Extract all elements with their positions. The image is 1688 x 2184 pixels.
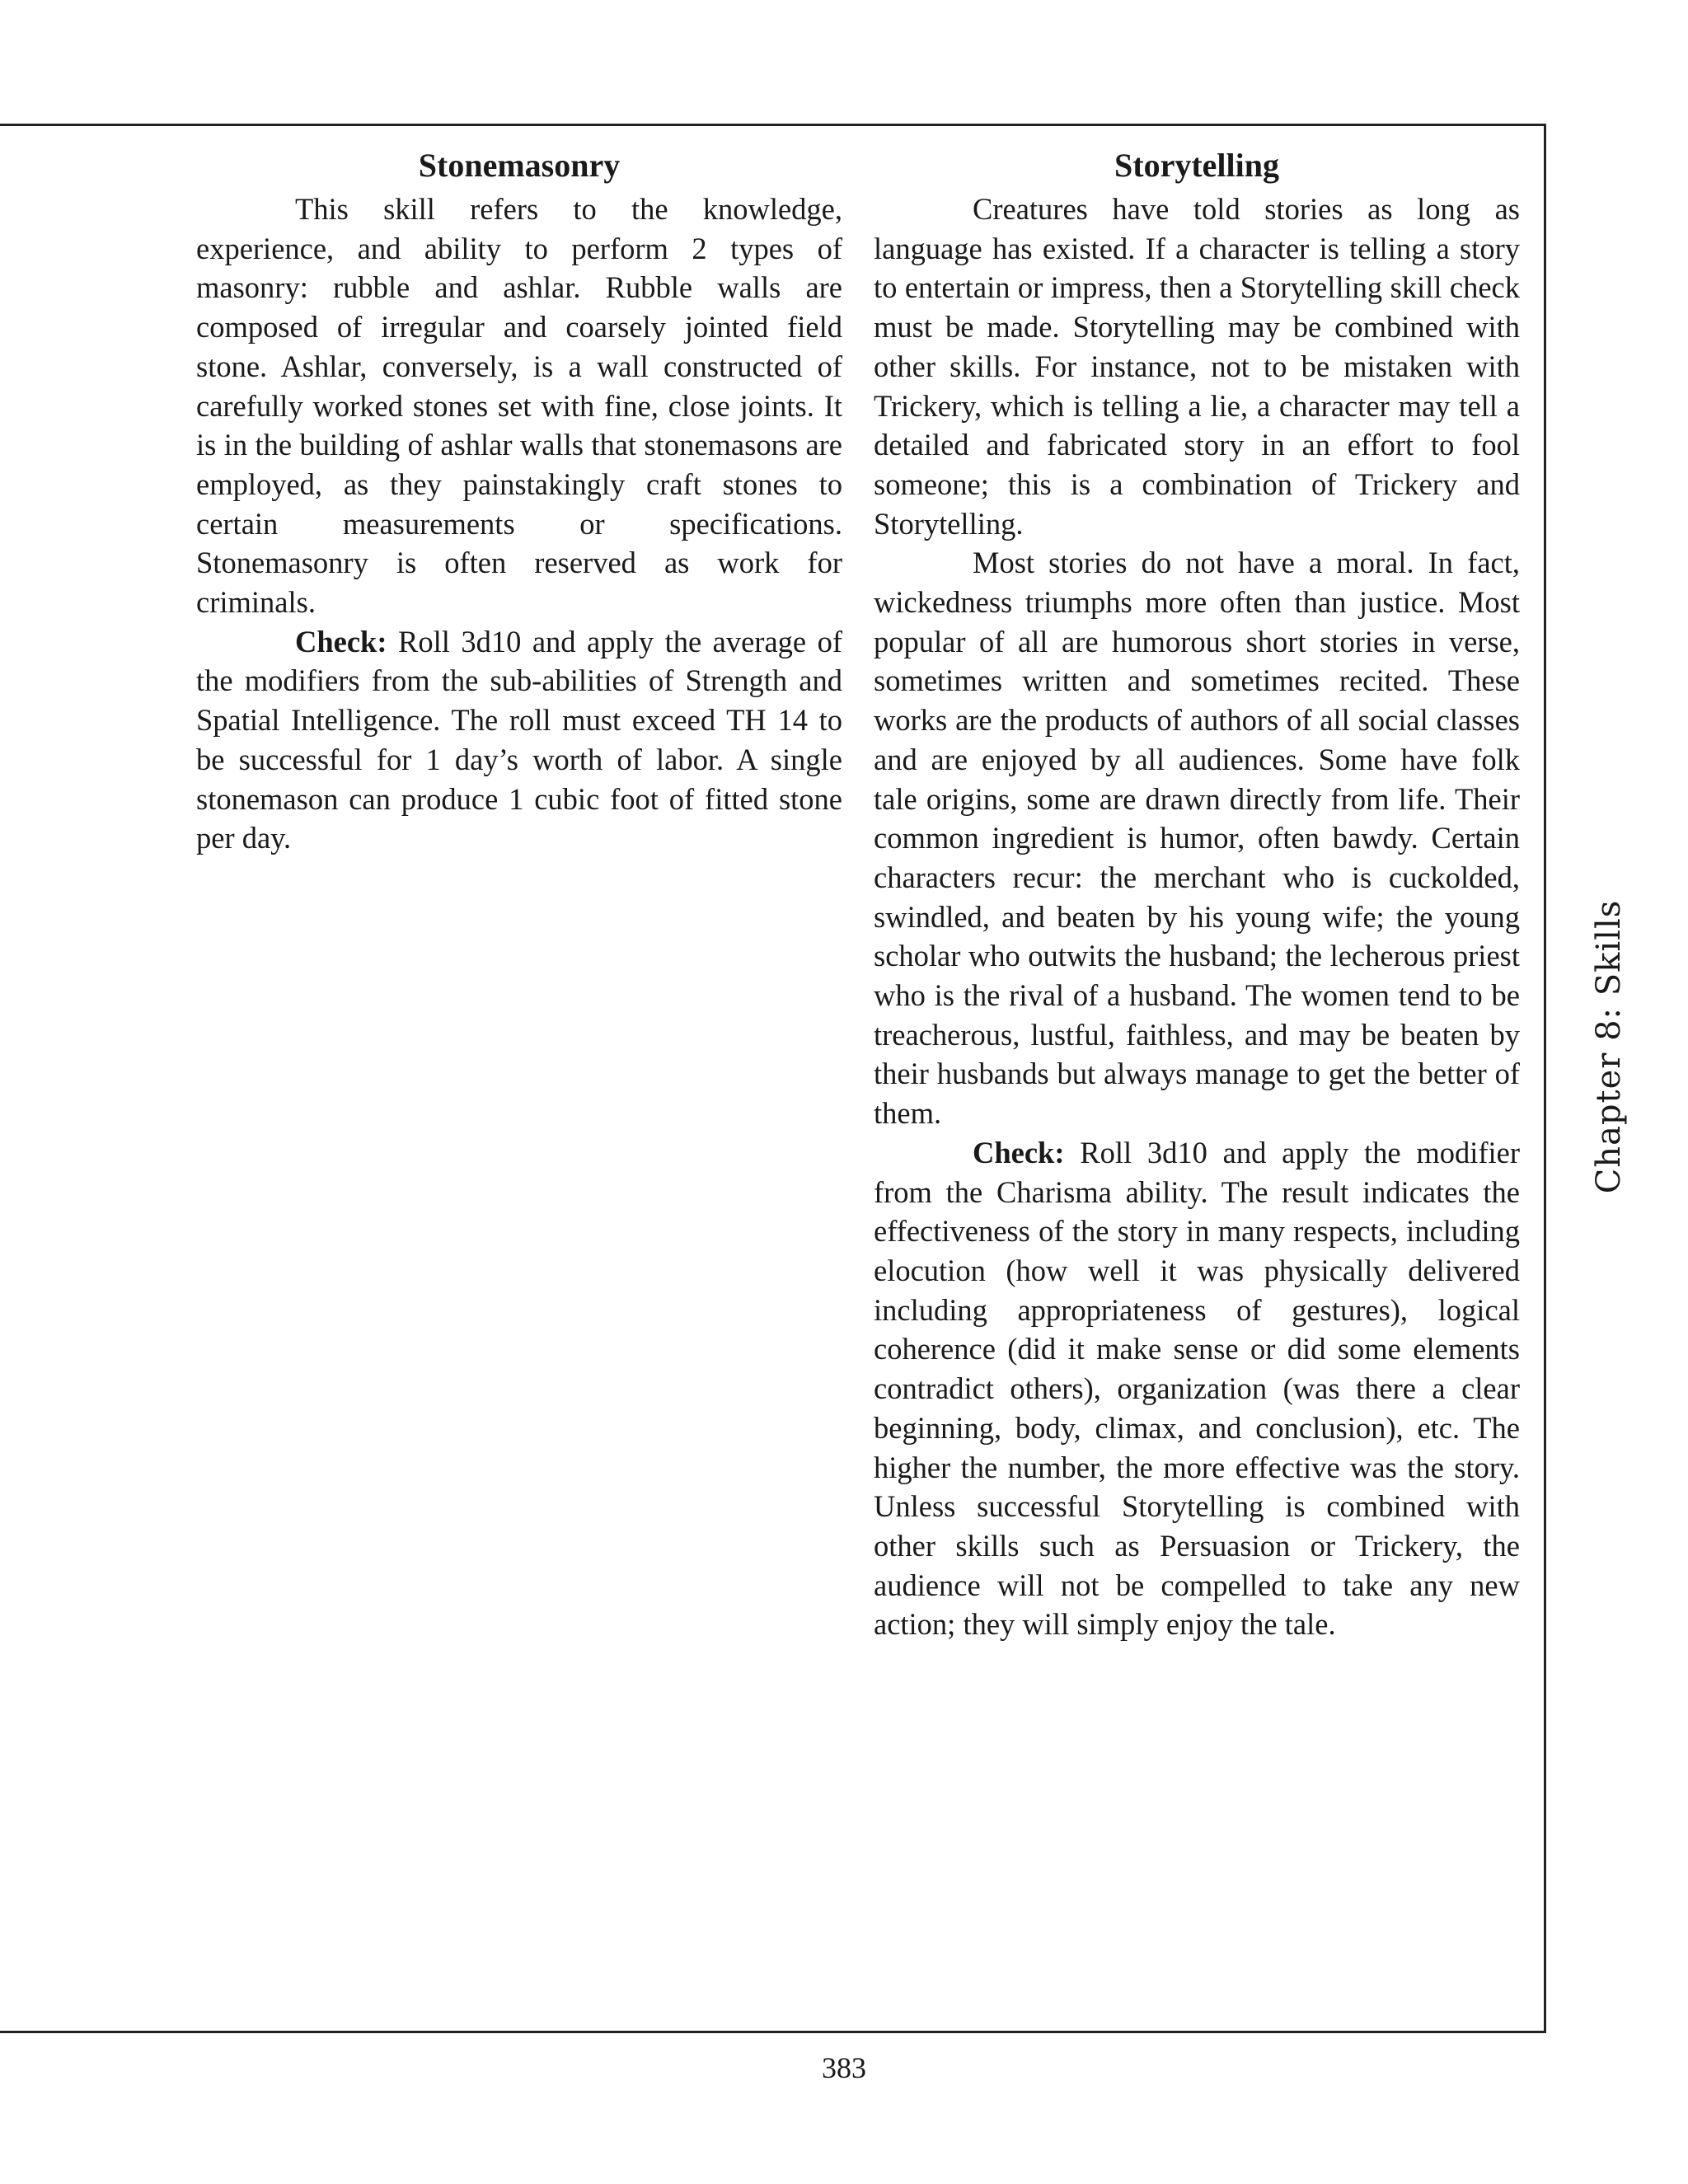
section-heading-stonemasonry: Stonemasonry <box>418 147 621 184</box>
right-column <box>874 142 1520 1644</box>
stonemasonry-check-text: Roll 3d10 and apply the average of the modifiers from the sub-abilities of Strength and Spatial Intelligence. The roll must exceed TH 14 to be successful for 1 day’s worth of labor. A single stonemason can produce 1 cubic foot of fitted stone per day. <box>196 624 843 855</box>
storytelling-paragraph-1: Creatures have told stories as long as language has existed. If a character is telling a story to entertain or impress, then a Storytelling skill check must be made. Storytelling may be combined with other skills. For instance, not to be mistaken with Trickery, which is telling a lie, a character may tell a detailed and fabricated story in an effort to fool someone; this is a combination of Trickery and Storytelling. <box>874 192 1520 541</box>
left-column <box>196 142 842 858</box>
page-number: 383 <box>822 2051 866 2084</box>
storytelling-check-text: Roll 3d10 and apply the modifier from the Charisma ability. The result indicates the effectiveness of the story in many respects, including elocution (how well it was physically delivered including appropriateness of gestures), logical coherence (did it make sense or did some elements contradict others), organization (was there a clear beginning, body, climax, and conclusion), etc. The higher the number, the more effective was the story. Unless successful Storytelling is combined with other skills such as Persuasion or Trickery, the audience will not be compelled to take any new action; they will simply enjoy the tale. <box>874 1135 1520 1642</box>
stonemasonry-check-paragraph <box>196 622 842 858</box>
check-label: Check: <box>973 1135 1065 1169</box>
stonemasonry-paragraph: This skill refers to the knowledge, experience, and ability to perform 2 types of masonry: rubble and ashlar. Rubble walls are composed of irregular and coarsely jointed field stone. Ashlar, conversely, is a wall constructed of carefully worked stones set with fine, close joints. It is in the building of ashlar walls that stonemasons are employed, as they painstakingly craft stones to certain measurements or specifications. Stonemasonry is often reserved as work for criminals. <box>196 192 842 620</box>
storytelling-paragraph-2: Most stories do not have a moral. In fact, wickedness triumphs more often than justice. Most popular of all are humorous short stories in verse, sometimes written and sometimes recited. These works are the products of authors of all social classes and are enjoyed by all audiences. Some have folk tale origins, some are drawn directly from life. Their common ingredient is humor, often bawdy. Certain characters recur: the merchant who is cuckolded, swindled, and beaten by his young wife; the young scholar who outwits the husband; the lecherous priest who is the rival of a husband. The women tend to be treacherous, lustful, faithless, and may be beaten by their husbands but always manage to get the better of them. <box>874 546 1520 1131</box>
section-heading-storytelling: Storytelling <box>1114 147 1279 184</box>
storytelling-check-paragraph <box>874 1133 1520 1644</box>
chapter-side-label: Chapter 8: Skills <box>1590 899 1628 1194</box>
check-label: Check: <box>295 624 387 658</box>
